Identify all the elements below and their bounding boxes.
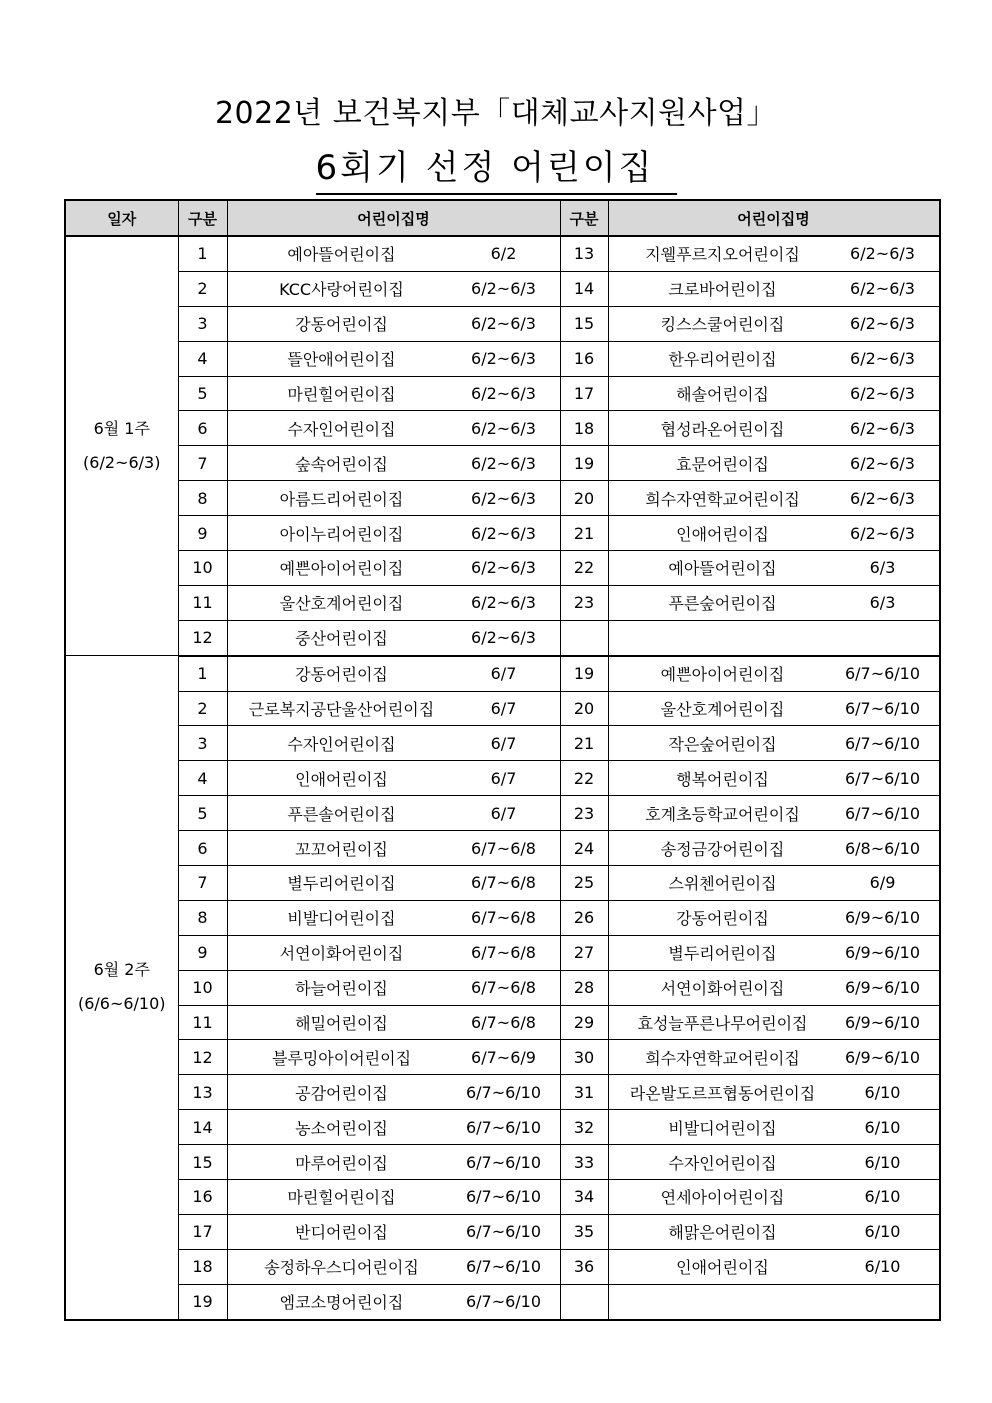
row-number: 14 bbox=[178, 1110, 227, 1145]
center-name: 별두리어린이집 bbox=[287, 874, 396, 894]
center-cell-2 bbox=[608, 1005, 940, 1040]
table-row bbox=[65, 796, 940, 831]
center-cell-2 bbox=[608, 306, 940, 341]
center-date: 6/2~6/3 bbox=[471, 488, 536, 508]
row-number-2: 24 bbox=[560, 831, 608, 866]
center-cell-2 bbox=[608, 446, 940, 481]
row-number: 7 bbox=[178, 446, 227, 481]
header-no: 구분 bbox=[178, 200, 227, 236]
center-cell-2 bbox=[608, 866, 940, 901]
row-number: 11 bbox=[178, 585, 227, 620]
row-number-2: 19 bbox=[560, 656, 608, 691]
center-name: 아름드리어린이집 bbox=[279, 489, 404, 509]
center-cell bbox=[227, 796, 560, 831]
center-name: 중산어린이집 bbox=[295, 629, 388, 649]
center-cell-2 bbox=[608, 831, 940, 866]
row-number: 1 bbox=[178, 236, 227, 271]
center-name: 강동어린이집 bbox=[676, 909, 769, 929]
row-number-2: 34 bbox=[560, 1180, 608, 1215]
center-cell-2 bbox=[608, 411, 940, 446]
center-date: 6/7~6/10 bbox=[465, 1187, 542, 1207]
center-cell-2 bbox=[608, 1040, 940, 1075]
week-cell bbox=[65, 236, 178, 656]
center-cell bbox=[227, 446, 560, 481]
row-number-2: 19 bbox=[560, 446, 608, 481]
table-row bbox=[65, 970, 940, 1005]
row-number-2: 32 bbox=[560, 1110, 608, 1145]
center-date: 6/10 bbox=[864, 1257, 901, 1277]
center-name: 서연이화어린이집 bbox=[660, 979, 785, 999]
table-row bbox=[65, 551, 940, 586]
center-date: 6/2~6/3 bbox=[471, 453, 536, 473]
center-date: 6/10 bbox=[864, 1222, 901, 1242]
center-name: 크로바어린이집 bbox=[668, 280, 777, 300]
row-number: 2 bbox=[178, 691, 227, 726]
center-date: 6/2~6/3 bbox=[850, 314, 915, 334]
center-cell bbox=[227, 761, 560, 796]
row-number-2: 16 bbox=[560, 341, 608, 376]
row-number: 6 bbox=[178, 831, 227, 866]
center-date: 6/3 bbox=[869, 593, 896, 613]
document-title: 2022년 보건복지부「대체교사지원사업」 bbox=[214, 96, 778, 131]
table-row bbox=[65, 726, 940, 761]
center-date: 6/2~6/3 bbox=[471, 384, 536, 403]
table-row bbox=[65, 620, 940, 655]
center-date: 6/2~6/3 bbox=[850, 488, 915, 508]
row-number: 17 bbox=[178, 1214, 227, 1249]
center-name: 비발디어린이집 bbox=[668, 1118, 777, 1138]
center-date: 6/7~6/10 bbox=[465, 1222, 542, 1242]
row-number: 12 bbox=[178, 620, 227, 655]
center-cell-2 bbox=[608, 516, 940, 551]
center-name: 인애어린이집 bbox=[676, 1258, 769, 1278]
center-name: 강동어린이집 bbox=[295, 665, 388, 685]
row-number-2: 23 bbox=[560, 796, 608, 831]
row-number-2: 22 bbox=[560, 761, 608, 796]
center-date: 6/7~6/8 bbox=[471, 978, 536, 998]
row-number: 10 bbox=[178, 551, 227, 586]
center-name: 작은숲어린이집 bbox=[668, 734, 777, 754]
center-date: 6/9 bbox=[869, 873, 896, 893]
row-number: 4 bbox=[178, 761, 227, 796]
row-number: 6 bbox=[178, 411, 227, 446]
row-number: 1 bbox=[178, 656, 227, 691]
center-name: 블루밍아이어린이집 bbox=[271, 1048, 412, 1068]
row-number-2: 21 bbox=[560, 516, 608, 551]
center-cell bbox=[227, 935, 560, 970]
center-name: 호계초등학교어린이집 bbox=[645, 804, 800, 824]
center-cell-2 bbox=[608, 481, 940, 516]
center-cell bbox=[227, 516, 560, 551]
center-cell-2 bbox=[608, 691, 940, 726]
center-name: 푸른솔어린이집 bbox=[287, 804, 396, 824]
row-number-2: 35 bbox=[560, 1214, 608, 1249]
center-name: 강동어린이집 bbox=[295, 315, 388, 335]
center-cell-2 bbox=[608, 1284, 940, 1319]
center-date: 6/9~6/10 bbox=[844, 943, 921, 963]
center-cell bbox=[227, 1180, 560, 1215]
center-date: 6/7~6/10 bbox=[844, 803, 921, 823]
table-row bbox=[65, 1249, 940, 1284]
center-cell bbox=[227, 376, 560, 411]
row-number: 8 bbox=[178, 900, 227, 935]
center-date: 6/7~6/9 bbox=[471, 1047, 536, 1067]
center-cell-2 bbox=[608, 656, 940, 691]
table-row bbox=[65, 411, 940, 446]
center-date: 6/9~6/10 bbox=[844, 908, 921, 928]
center-date: 6/7~6/10 bbox=[844, 664, 921, 684]
table-row bbox=[65, 481, 940, 516]
center-name: 스위첸어린이집 bbox=[668, 874, 777, 894]
row-number-2: 31 bbox=[560, 1075, 608, 1110]
center-cell bbox=[227, 1075, 560, 1110]
table-row bbox=[65, 271, 940, 306]
center-date: 6/2~6/3 bbox=[471, 279, 536, 299]
table-row bbox=[65, 1180, 940, 1215]
center-date: 6/2~6/3 bbox=[850, 453, 915, 473]
center-name: 뜰안애어린이집 bbox=[287, 350, 396, 370]
center-name: 예쁜아이어린이집 bbox=[279, 559, 404, 579]
center-date: 6/2~6/3 bbox=[471, 314, 536, 334]
table-row bbox=[65, 306, 940, 341]
center-cell-2 bbox=[608, 1145, 940, 1180]
row-number-2: 20 bbox=[560, 481, 608, 516]
center-name: 예아뜰어린이집 bbox=[668, 559, 777, 579]
center-name: 하늘어린이집 bbox=[295, 979, 388, 999]
row-number: 18 bbox=[178, 1249, 227, 1284]
row-number-2: 27 bbox=[560, 935, 608, 970]
center-name: 반디어린이집 bbox=[295, 1223, 388, 1243]
table-header-row bbox=[65, 200, 940, 236]
center-date: 6/7~6/10 bbox=[465, 1152, 542, 1172]
row-number: 11 bbox=[178, 1005, 227, 1040]
center-date: 6/8~6/10 bbox=[844, 838, 921, 858]
row-number-2: 18 bbox=[560, 411, 608, 446]
center-cell-2 bbox=[608, 970, 940, 1005]
center-name: 수자인어린이집 bbox=[668, 1153, 777, 1173]
row-number-2: 26 bbox=[560, 900, 608, 935]
row-number: 4 bbox=[178, 341, 227, 376]
center-date: 6/2~6/3 bbox=[471, 349, 536, 369]
center-cell-2 bbox=[608, 341, 940, 376]
center-name: 효성늘푸른나무어린이집 bbox=[637, 1014, 808, 1034]
row-number-2: 13 bbox=[560, 236, 608, 271]
center-cell bbox=[227, 900, 560, 935]
center-cell bbox=[227, 1110, 560, 1145]
center-name: 송정금강어린이집 bbox=[660, 839, 785, 859]
center-cell-2 bbox=[608, 376, 940, 411]
center-cell bbox=[227, 585, 560, 620]
center-date: 6/2~6/3 bbox=[850, 523, 915, 543]
center-name: 인애어린이집 bbox=[676, 524, 769, 544]
table-row bbox=[65, 866, 940, 901]
center-cell-2 bbox=[608, 935, 940, 970]
header-name: 어린이집명 bbox=[227, 200, 560, 236]
row-number: 16 bbox=[178, 1180, 227, 1215]
row-number: 12 bbox=[178, 1040, 227, 1075]
table-row bbox=[65, 446, 940, 481]
center-date: 6/10 bbox=[864, 1152, 901, 1172]
center-name: 지웰푸르지오어린이집 bbox=[645, 245, 800, 265]
center-name: 희수자연학교어린이집 bbox=[645, 489, 800, 509]
week-label: 6월 2주 bbox=[93, 960, 150, 980]
row-number: 5 bbox=[178, 796, 227, 831]
document-subtitle: 6회기 선정 어린이집 bbox=[0, 140, 992, 195]
center-cell bbox=[227, 1214, 560, 1249]
center-name: 예쁜아이어린이집 bbox=[660, 665, 785, 685]
center-name: 한우리어린이집 bbox=[668, 350, 777, 370]
row-number-2: 15 bbox=[560, 306, 608, 341]
center-cell bbox=[227, 481, 560, 516]
header-date: 일자 bbox=[65, 200, 178, 236]
row-number-2: 14 bbox=[560, 271, 608, 306]
row-number: 9 bbox=[178, 935, 227, 970]
row-number-2 bbox=[560, 1284, 608, 1319]
center-name: 라온발도르프협동어린이집 bbox=[629, 1083, 816, 1103]
center-name: 농소어린이집 bbox=[295, 1118, 388, 1138]
center-name: 비발디어린이집 bbox=[287, 909, 396, 929]
center-date: 6/7~6/10 bbox=[465, 1257, 542, 1277]
center-cell bbox=[227, 1005, 560, 1040]
table-row bbox=[65, 1145, 940, 1180]
center-cell bbox=[227, 341, 560, 376]
center-name: 별두리어린이집 bbox=[668, 944, 777, 964]
center-name: 꼬꼬어린이집 bbox=[295, 839, 388, 859]
center-date: 6/9~6/10 bbox=[844, 978, 921, 998]
center-name: 예아뜰어린이집 bbox=[287, 245, 396, 265]
center-date: 6/7~6/8 bbox=[471, 943, 536, 963]
row-number-2: 22 bbox=[560, 551, 608, 586]
center-name: 인애어린이집 bbox=[295, 769, 388, 789]
center-name: 협성라온어린이집 bbox=[660, 419, 785, 439]
center-name: 울산호계어린이집 bbox=[279, 594, 404, 614]
row-number-2: 30 bbox=[560, 1040, 608, 1075]
center-date: 6/2~6/3 bbox=[850, 418, 915, 438]
center-cell bbox=[227, 831, 560, 866]
row-number-2: 23 bbox=[560, 585, 608, 620]
center-cell bbox=[227, 866, 560, 901]
table-row bbox=[65, 1040, 940, 1075]
center-date: 6/7~6/8 bbox=[471, 908, 536, 928]
center-date: 6/10 bbox=[864, 1082, 901, 1102]
table-row bbox=[65, 656, 940, 691]
center-cell-2 bbox=[608, 900, 940, 935]
center-name: 해밀어린이집 bbox=[295, 1014, 388, 1034]
center-cell-2 bbox=[608, 585, 940, 620]
header-name-2: 어린이집명 bbox=[608, 200, 940, 236]
center-date: 6/7 bbox=[490, 803, 517, 823]
center-cell bbox=[227, 726, 560, 761]
center-date: 6/7~6/8 bbox=[471, 838, 536, 858]
center-date: 6/2 bbox=[490, 244, 517, 264]
center-cell-2 bbox=[608, 271, 940, 306]
row-number: 5 bbox=[178, 376, 227, 411]
row-number-2: 33 bbox=[560, 1145, 608, 1180]
center-name: 수자인어린이집 bbox=[287, 734, 396, 754]
row-number-2: 17 bbox=[560, 376, 608, 411]
center-cell bbox=[227, 551, 560, 586]
center-date: 6/2~6/3 bbox=[850, 349, 915, 369]
header-no-2: 구분 bbox=[560, 200, 608, 236]
row-number-2 bbox=[560, 620, 608, 655]
center-name: 마루어린이집 bbox=[295, 1153, 388, 1173]
table-row bbox=[65, 935, 940, 970]
center-date: 6/9~6/10 bbox=[844, 1047, 921, 1067]
table-row bbox=[65, 585, 940, 620]
center-name: 공감어린이집 bbox=[295, 1083, 388, 1103]
row-number-2: 20 bbox=[560, 691, 608, 726]
center-date: 6/7~6/10 bbox=[465, 1292, 542, 1312]
center-date: 6/2~6/3 bbox=[471, 418, 536, 438]
center-cell bbox=[227, 620, 560, 655]
center-cell-2 bbox=[608, 1180, 940, 1215]
center-cell bbox=[227, 1249, 560, 1284]
center-name: 마린힐어린이집 bbox=[287, 385, 396, 404]
center-date: 6/2~6/3 bbox=[471, 593, 536, 613]
center-name: 효문어린이집 bbox=[676, 454, 769, 474]
row-number: 19 bbox=[178, 1284, 227, 1319]
center-date: 6/9~6/10 bbox=[844, 1013, 921, 1033]
row-number: 3 bbox=[178, 306, 227, 341]
center-date: 6/2~6/3 bbox=[471, 523, 536, 543]
center-cell-2 bbox=[608, 620, 940, 655]
center-cell-2 bbox=[608, 1249, 940, 1284]
row-number-2: 21 bbox=[560, 726, 608, 761]
table-row bbox=[65, 341, 940, 376]
center-cell-2 bbox=[608, 796, 940, 831]
table-row bbox=[65, 1110, 940, 1145]
center-date: 6/7~6/10 bbox=[465, 1082, 542, 1102]
center-name: 아이누리어린이집 bbox=[279, 524, 404, 544]
center-name: 연세아이어린이집 bbox=[660, 1188, 785, 1208]
center-date: 6/7 bbox=[490, 664, 517, 684]
row-number-2: 25 bbox=[560, 866, 608, 901]
center-cell bbox=[227, 411, 560, 446]
center-cell-2 bbox=[608, 1075, 940, 1110]
week-cell bbox=[65, 656, 178, 1320]
center-date: 6/2~6/3 bbox=[850, 384, 915, 403]
table-row bbox=[65, 376, 940, 411]
center-date: 6/2~6/3 bbox=[471, 558, 536, 578]
week-range: (6/2~6/3) bbox=[83, 453, 161, 473]
table-row bbox=[65, 831, 940, 866]
row-number: 8 bbox=[178, 481, 227, 516]
table-row bbox=[65, 1284, 940, 1319]
table-row bbox=[65, 1005, 940, 1040]
center-cell-2 bbox=[608, 551, 940, 586]
row-number: 9 bbox=[178, 516, 227, 551]
center-date: 6/10 bbox=[864, 1117, 901, 1137]
center-date: 6/7~6/8 bbox=[471, 1013, 536, 1033]
center-date: 6/7 bbox=[490, 699, 517, 719]
center-name: 엠코소명어린이집 bbox=[279, 1293, 404, 1313]
center-name: 해솔어린이집 bbox=[676, 385, 769, 404]
row-number: 10 bbox=[178, 970, 227, 1005]
center-date: 6/7 bbox=[490, 768, 517, 788]
center-cell bbox=[227, 236, 560, 271]
center-date: 6/10 bbox=[864, 1187, 901, 1207]
row-number-2: 29 bbox=[560, 1005, 608, 1040]
center-name: 근로복지공단울산어린이집 bbox=[248, 700, 435, 720]
table-row bbox=[65, 1214, 940, 1249]
center-name: 킹스스쿨어린이집 bbox=[660, 315, 785, 335]
center-cell bbox=[227, 271, 560, 306]
table-row bbox=[65, 236, 940, 271]
center-date: 6/7 bbox=[490, 733, 517, 753]
table-row bbox=[65, 761, 940, 796]
center-date: 6/7~6/10 bbox=[465, 1117, 542, 1137]
center-name: 희수자연학교어린이집 bbox=[645, 1048, 800, 1068]
center-name: 숲속어린이집 bbox=[295, 454, 388, 474]
table-row bbox=[65, 900, 940, 935]
center-name: 해맑은어린이집 bbox=[668, 1223, 777, 1243]
center-cell bbox=[227, 1145, 560, 1180]
center-cell bbox=[227, 1040, 560, 1075]
center-cell-2 bbox=[608, 726, 940, 761]
table-row bbox=[65, 516, 940, 551]
center-cell-2 bbox=[608, 236, 940, 271]
row-number-2: 28 bbox=[560, 970, 608, 1005]
center-date: 6/7~6/10 bbox=[844, 768, 921, 788]
table-row bbox=[65, 691, 940, 726]
row-number: 2 bbox=[178, 271, 227, 306]
table-row bbox=[65, 1075, 940, 1110]
schedule-table bbox=[64, 199, 941, 1321]
center-name: 행복어린이집 bbox=[676, 769, 769, 789]
center-cell bbox=[227, 691, 560, 726]
center-cell-2 bbox=[608, 1110, 940, 1145]
center-cell-2 bbox=[608, 1214, 940, 1249]
center-cell bbox=[227, 970, 560, 1005]
row-number-2: 36 bbox=[560, 1249, 608, 1284]
center-name: 서연이화어린이집 bbox=[279, 944, 404, 964]
center-date: 6/7~6/10 bbox=[844, 699, 921, 719]
center-name: 푸른숲어린이집 bbox=[668, 594, 777, 614]
center-name: 울산호계어린이집 bbox=[660, 700, 785, 720]
center-date: 6/2~6/3 bbox=[850, 279, 915, 299]
center-date: 6/2~6/3 bbox=[471, 628, 536, 648]
center-cell bbox=[227, 1284, 560, 1319]
week-label: 6월 1주 bbox=[93, 419, 150, 439]
center-date: 6/2~6/3 bbox=[850, 244, 915, 264]
center-date: 6/7~6/8 bbox=[471, 873, 536, 893]
center-cell-2 bbox=[608, 761, 940, 796]
center-cell bbox=[227, 656, 560, 691]
center-name: KCC사랑어린이집 bbox=[279, 280, 404, 300]
week-range: (6/6~6/10) bbox=[77, 994, 166, 1014]
row-number: 13 bbox=[178, 1075, 227, 1110]
center-name: 마린힐어린이집 bbox=[287, 1188, 396, 1208]
center-name: 송정하우스디어린이집 bbox=[264, 1258, 419, 1278]
center-cell bbox=[227, 306, 560, 341]
row-number: 7 bbox=[178, 866, 227, 901]
row-number: 3 bbox=[178, 726, 227, 761]
row-number: 15 bbox=[178, 1145, 227, 1180]
center-date: 6/7~6/10 bbox=[844, 733, 921, 753]
center-name: 수자인어린이집 bbox=[287, 419, 396, 439]
center-date: 6/3 bbox=[869, 558, 896, 578]
